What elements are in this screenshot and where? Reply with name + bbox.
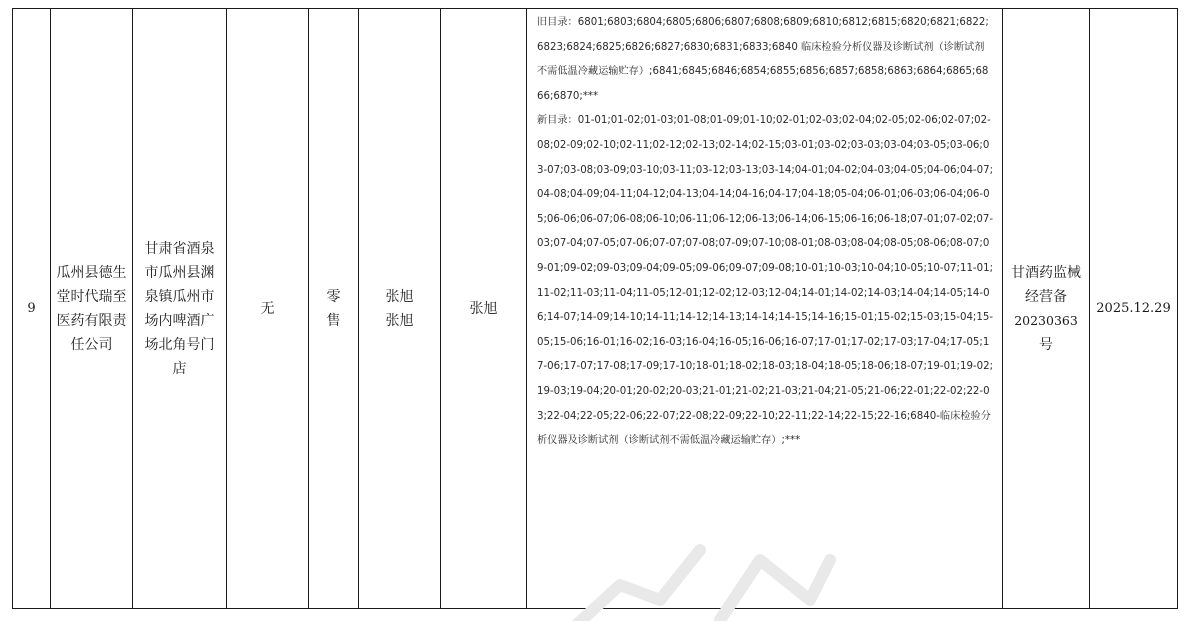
scope-old-catalog: [537, 11, 993, 109]
filing-number: [1003, 9, 1090, 609]
company-name: 瓜州县德生堂时代瑞至医药有限责任公司: [51, 9, 133, 609]
business-mode: 零售: [309, 9, 359, 609]
registration-table: [12, 8, 1178, 609]
filing-digits: 20230363: [1014, 312, 1078, 328]
person-name: 张旭: [385, 288, 414, 305]
scope-old-text: 6801;6803;6804;6805;6806;6807;6808;6809;6810;6812;6815;6820;6821;6822;6823;6824;6825;6826;6827;6830;6831;6833;6840 临床检验分析仪器及诊断试剂（诊断试剂不需低温冷藏运输贮存）;6841;6845;6846;6854;6855;6856;6857;6858;6863;6864;6865;6866;6870;***: [537, 17, 989, 102]
quality-manager: 张旭: [441, 9, 527, 609]
person-name: 张旭: [385, 312, 414, 329]
scope-new-label: 新目录：: [537, 115, 578, 127]
row-index: 9: [13, 9, 51, 609]
filing-date: 2025.12.29: [1090, 9, 1178, 609]
table-row: [13, 9, 1178, 609]
legal-representative: [359, 9, 441, 609]
filing-prefix: 甘酒药监械经营备: [1011, 264, 1081, 305]
filing-suffix: 号: [1039, 336, 1053, 353]
warehouse-address: 无: [227, 9, 309, 609]
scope-new-text: 01-01;01-02;01-03;01-08;01-09;01-10;02-01;02-03;02-04;02-05;02-06;02-07;02-08;02-09;02-10;02-11;02-12;02-13;02-14;02-15;03-01;03-02;03-03;03-04;03-05;03-06;03-07;03-08;03-09;03-10;03-11;03-12;03-13;03-14;04-01;04-02;04-03;04-05;04-06;04-07;04-08;04-09;04-11;04-12;04-13;04-14;04-16;04-17;04-18;05-04;06-01;06-03;06-04;06-05;06-06;06-07;06-08;06-10;06-11;06-12;06-13;06-14;06-15;06-16;06-18;07-01;07-02;07-03;07-04;07-05;07-06;07-07;07-08;07-09;07-10;08-01;08-03;08-04;08-05;08-06;08-07;09-01;09-02;09-03;09-04;09-05;09-06;09-07;09-08;10-01;10-03;10-04;10-05;10-07;11-01;11-02;11-03;11-04;11-05;12-01;12-02;12-03;12-04;14-01;14-02;14-03;14-04;14-05;14-06;14-07;14-09;14-10;14-11;14-12;14-13;14-14;14-15;14-16;15-01;15-02;15-03;15-04;15-05;15-06;16-01;16-02;16-03;16-04;16-05;16-06;16-07;17-01;17-02;17-03;17-04;17-05;17-06;17-07;17-08;17-09;17-10;18-01;18-02;18-03;18-04;18-05;18-06;18-07;19-01;19-02;19-03;19-04;20-01;20-02;20-03;21-01;21-02;21-03;21-04;21-05;21-06;22-01;22-02;22-03;22-04;22-05;22-06;22-07;22-08;22-09;22-10;22-11;22-14;22-15;22-16;6840-临床检验分析仪器及诊断试剂（诊断试剂不需低温冷藏运输贮存）;***: [537, 115, 994, 447]
scope-old-label: 旧目录：: [537, 17, 578, 28]
scope-new-catalog: [537, 109, 993, 453]
business-address: 甘肃省酒泉市瓜州县渊泉镇瓜州市场内啤酒广场北角号门店: [133, 9, 227, 609]
business-scope: [527, 9, 1003, 609]
